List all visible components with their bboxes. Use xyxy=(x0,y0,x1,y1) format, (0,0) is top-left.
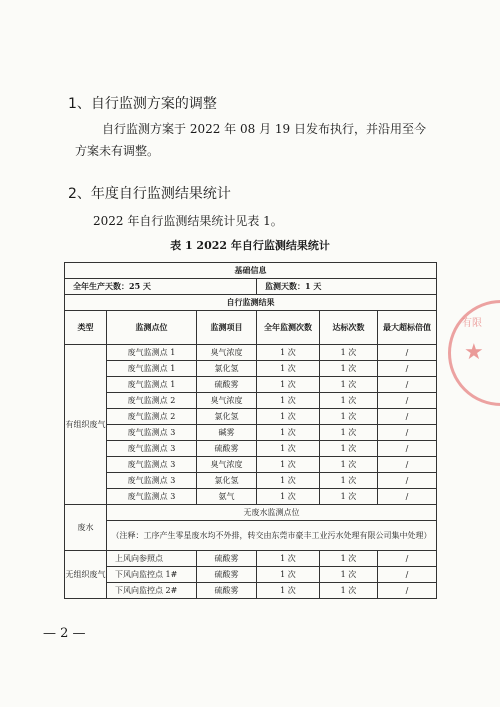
monitor-item: 氯化氢 xyxy=(197,473,257,489)
max-exceed: / xyxy=(378,393,437,409)
monitor-count: 1 次 xyxy=(257,345,320,361)
monitor-item: 硫酸雾 xyxy=(197,441,257,457)
passed-count: 1 次 xyxy=(320,361,378,377)
table-row xyxy=(65,505,437,521)
seal-text: 有限 xyxy=(462,318,482,329)
monitor-count: 1 次 xyxy=(257,361,320,377)
monitor-count: 1 次 xyxy=(257,441,320,457)
monitor-point: 下风向监控点 1# xyxy=(107,567,197,583)
table-row xyxy=(65,409,437,425)
passed-count: 1 次 xyxy=(320,377,378,393)
table-row xyxy=(65,583,437,599)
type-unorganized-gas: 无组织废气 xyxy=(65,551,107,599)
monitor-item: 碱雾 xyxy=(197,425,257,441)
monitor-count: 1 次 xyxy=(257,457,320,473)
monitor-item: 氯化氢 xyxy=(197,361,257,377)
basic-info-header: 基础信息 xyxy=(65,263,437,279)
max-exceed: / xyxy=(378,567,437,583)
monitor-point: 废气监测点 3 xyxy=(107,425,197,441)
monitor-point: 废气监测点 2 xyxy=(107,393,197,409)
table-row xyxy=(65,425,437,441)
monitor-count: 1 次 xyxy=(257,473,320,489)
section-1-text-line-1: 自行监测方案于 2022 年 08 月 19 日发布执行，并沿用至今 xyxy=(102,122,426,136)
passed-count: 1 次 xyxy=(320,473,378,489)
monitor-item: 氨气 xyxy=(197,489,257,505)
max-exceed: / xyxy=(378,377,437,393)
passed-count: 1 次 xyxy=(320,425,378,441)
max-exceed: / xyxy=(378,551,437,567)
type-wastewater: 废水 xyxy=(65,505,107,551)
wastewater-title: 无废水监测点位 xyxy=(107,505,437,521)
production-days: 全年生产天数：25 天 xyxy=(65,279,257,295)
table-row xyxy=(65,489,437,505)
col-header-type: 类型 xyxy=(65,311,107,345)
monitor-point: 废气监测点 3 xyxy=(107,473,197,489)
monitor-point: 下风向监控点 2# xyxy=(107,583,197,599)
monitor-count: 1 次 xyxy=(257,409,320,425)
passed-count: 1 次 xyxy=(320,567,378,583)
max-exceed: / xyxy=(378,409,437,425)
table-row xyxy=(65,457,437,473)
monitor-count: 1 次 xyxy=(257,393,320,409)
wastewater-note: （注释：工序产生零星废水均不外排，转交由东莞市豪丰工业污水处理有限公司集中处理） xyxy=(107,521,437,551)
monitor-item: 臭气浓度 xyxy=(197,345,257,361)
passed-count: 1 次 xyxy=(320,441,378,457)
monitor-point: 废气监测点 3 xyxy=(107,457,197,473)
monitor-item: 硫酸雾 xyxy=(197,583,257,599)
col-header-item: 监测项目 xyxy=(197,311,257,345)
max-exceed: / xyxy=(378,345,437,361)
monitor-point: 废气监测点 2 xyxy=(107,409,197,425)
monitor-count: 1 次 xyxy=(257,567,320,583)
section-2-title: 2、年度自行监测结果统计 xyxy=(68,186,231,202)
monitor-count: 1 次 xyxy=(257,489,320,505)
passed-count: 1 次 xyxy=(320,345,378,361)
monitor-point: 废气监测点 1 xyxy=(107,345,197,361)
table-row xyxy=(65,551,437,567)
seal-star-icon: ★ xyxy=(464,340,484,365)
passed-count: 1 次 xyxy=(320,409,378,425)
monitor-item: 硫酸雾 xyxy=(197,567,257,583)
col-header-count: 全年监测次数 xyxy=(257,311,320,345)
monitor-count: 1 次 xyxy=(257,583,320,599)
passed-count: 1 次 xyxy=(320,583,378,599)
table-row xyxy=(65,521,437,551)
monitor-item: 硫酸雾 xyxy=(197,551,257,567)
max-exceed: / xyxy=(378,361,437,377)
section-1-text-line-2: 方案未有调整。 xyxy=(75,144,160,158)
col-header-point: 监测点位 xyxy=(107,311,197,345)
table-row xyxy=(65,345,437,361)
monitor-item: 臭气浓度 xyxy=(197,457,257,473)
table-row xyxy=(65,441,437,457)
passed-count: 1 次 xyxy=(320,393,378,409)
passed-count: 1 次 xyxy=(320,551,378,567)
table-row xyxy=(65,473,437,489)
max-exceed: / xyxy=(378,425,437,441)
monitor-point: 废气监测点 1 xyxy=(107,377,197,393)
section-1-title: 1、自行监测方案的调整 xyxy=(68,96,217,112)
page-number: — 2 — xyxy=(43,626,86,641)
monitor-point: 废气监测点 3 xyxy=(107,489,197,505)
section-2-text: 2022 年自行监测结果统计见表 1。 xyxy=(93,214,283,228)
max-exceed: / xyxy=(378,489,437,505)
type-organized-gas: 有组织废气 xyxy=(65,345,107,505)
table-row xyxy=(65,377,437,393)
monitoring-results-table xyxy=(64,262,437,599)
max-exceed: / xyxy=(378,441,437,457)
monitor-item: 氯化氢 xyxy=(197,409,257,425)
passed-count: 1 次 xyxy=(320,489,378,505)
max-exceed: / xyxy=(378,473,437,489)
monitor-count: 1 次 xyxy=(257,551,320,567)
table-caption: 表 1 2022 年自行监测结果统计 xyxy=(170,239,330,252)
table-row xyxy=(65,567,437,583)
monitor-count: 1 次 xyxy=(257,377,320,393)
monitor-item: 硫酸雾 xyxy=(197,377,257,393)
col-header-passed: 达标次数 xyxy=(320,311,378,345)
table-row xyxy=(65,393,437,409)
passed-count: 1 次 xyxy=(320,457,378,473)
table-row xyxy=(65,361,437,377)
monitor-count: 1 次 xyxy=(257,425,320,441)
max-exceed: / xyxy=(378,457,437,473)
monitor-point: 废气监测点 3 xyxy=(107,441,197,457)
monitor-point: 上风向参照点 xyxy=(107,551,197,567)
monitor-days: 监测天数：1 天 xyxy=(257,279,437,295)
col-header-max-exceed: 最大超标倍值 xyxy=(378,311,437,345)
monitor-item: 臭气浓度 xyxy=(197,393,257,409)
max-exceed: / xyxy=(378,583,437,599)
monitor-point: 废气监测点 1 xyxy=(107,361,197,377)
results-header: 自行监测结果 xyxy=(65,295,437,311)
